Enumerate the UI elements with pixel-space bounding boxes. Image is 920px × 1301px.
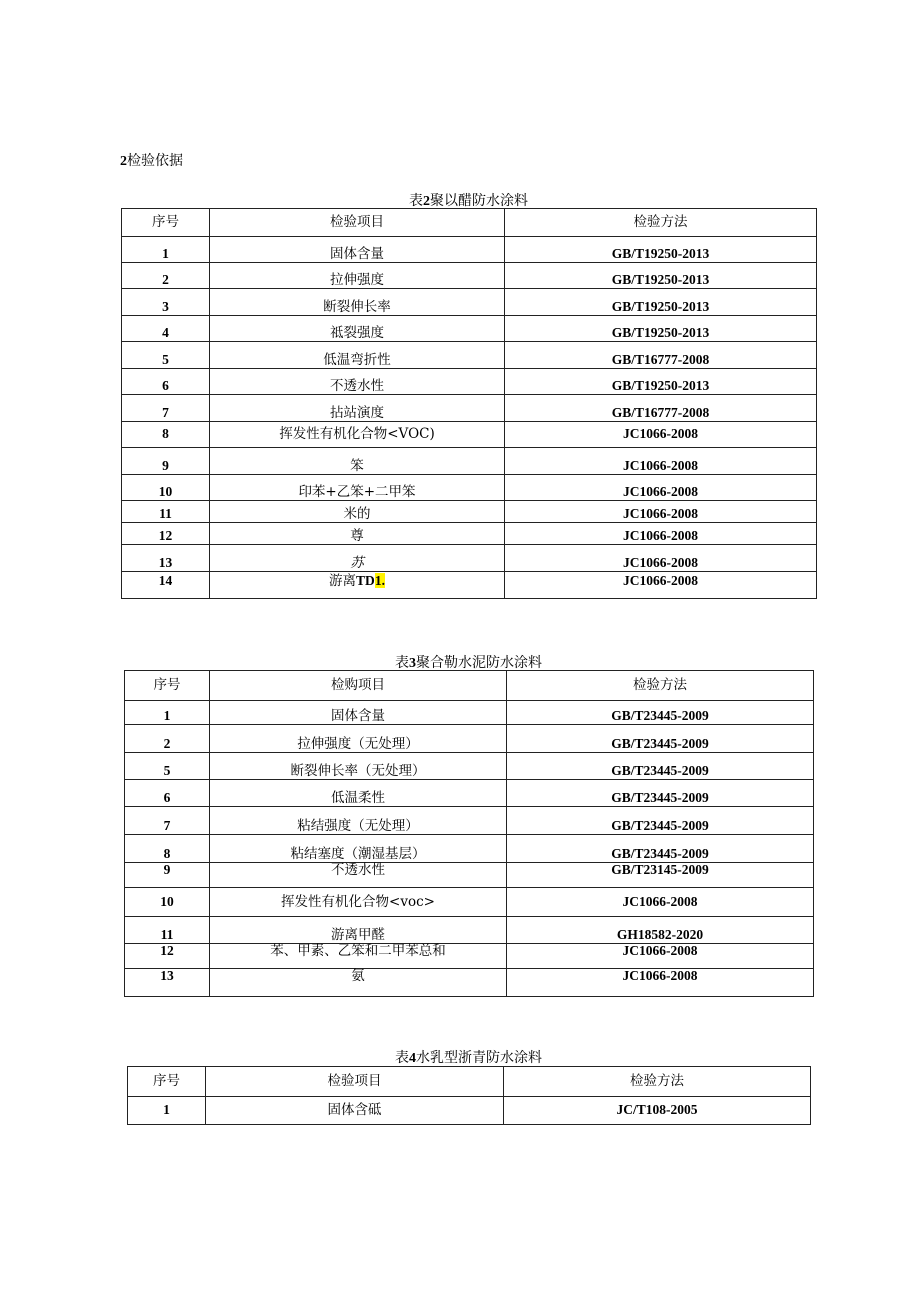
table-row: 2 拉伸强度 GB/T19250-2013	[122, 263, 817, 289]
section-number: 2	[120, 154, 127, 169]
table-row: 13 氨 JC1066-2008	[125, 969, 814, 997]
table-row: 4 祗裂强度 GB/T19250-2013	[122, 316, 817, 342]
header-item: 检验项目	[206, 1067, 504, 1097]
table-row: 9 不透水性 GB/T23145-2009	[125, 863, 814, 888]
table-row: 6 不透水性 GB/T19250-2013	[122, 369, 817, 395]
table2-caption: 表2聚以醋防水涂料	[409, 193, 528, 209]
table-row: 13 苏 JC1066-2008	[122, 545, 817, 572]
table-row: 2 拉伸强度（无处理） GB/T23445-2009	[125, 725, 814, 753]
table-row: 7 拈站演度 GB/T16777-2008	[122, 395, 817, 422]
header-method: 检验方法	[504, 1067, 811, 1097]
table3-caption: 表3聚合勒水泥防水涂料	[395, 655, 542, 671]
table-row: 5 低温弯折性 GB/T16777-2008	[122, 342, 817, 369]
table-row: 1 固体含量 GB/T19250-2013	[122, 237, 817, 263]
table-row: 14 游离TD1. JC1066-2008	[122, 572, 817, 599]
table-row: 10 印苯+乙笨+二甲笨 JC1066-2008	[122, 475, 817, 501]
table-row: 5 断裂伸长率（无处理） GB/T23445-2009	[125, 753, 814, 780]
table-row: 12 苯、甲素、乙笨和二甲苯总和 JC1066-2008	[125, 944, 814, 969]
table-row: 10 挥发性有机化合物<voc> JC1066-2008	[125, 888, 814, 917]
table-row: 9 笨 JC1066-2008	[122, 448, 817, 475]
table-row: 3 断裂伸长率 GB/T19250-2013	[122, 289, 817, 316]
table4-caption: 表4水乳型浙青防水涂料	[395, 1050, 542, 1066]
header-no: 序号	[125, 671, 210, 701]
table-row: 1 固体含量 GB/T23445-2009	[125, 701, 814, 725]
table-row: 12 尊 JC1066-2008	[122, 523, 817, 545]
header-item: 检验项目	[210, 209, 505, 237]
section-title: 检验依据	[127, 153, 183, 169]
table2	[121, 208, 817, 599]
header-no: 序号	[122, 209, 210, 237]
section-heading	[120, 150, 183, 170]
header-method: 检验方法	[507, 671, 814, 701]
table-row: 7 粘结强度（无处理） GB/T23445-2009	[125, 807, 814, 835]
table-row: 8 挥发性有机化合物<VOC) JC1066-2008	[122, 422, 817, 448]
table-row: 11 游离甲醛 GH18582-2020	[125, 917, 814, 944]
table-row: 11 米的 JC1066-2008	[122, 501, 817, 523]
table-row: 6 低温柔性 GB/T23445-2009	[125, 780, 814, 807]
table4	[127, 1066, 811, 1125]
header-no: 序号	[128, 1067, 206, 1097]
table-row: 8 粘结塞度（潮湿基层） GB/T23445-2009	[125, 835, 814, 863]
table-row: 1 固体含砥 JC/T108-2005	[128, 1097, 811, 1125]
table2-header-row	[122, 209, 817, 237]
header-item: 检购项目	[210, 671, 507, 701]
table4-header-row	[128, 1067, 811, 1097]
table3	[124, 670, 814, 997]
table3-header-row	[125, 671, 814, 701]
header-method: 检验方法	[505, 209, 817, 237]
